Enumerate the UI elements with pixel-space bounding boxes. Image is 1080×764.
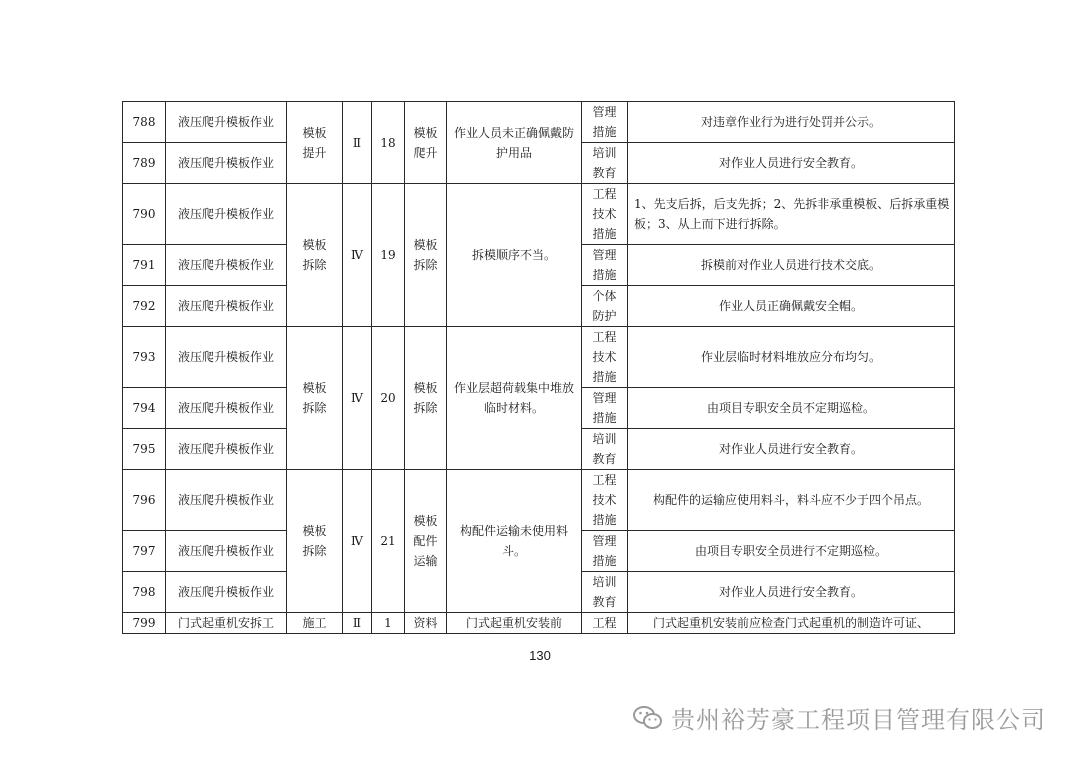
measure-type: 培训 教育 [582,429,628,470]
row-number: 796 [123,470,166,531]
work-type: 液压爬升模板作业 [166,286,287,327]
sequence-number: 20 [372,327,405,470]
work-item: 模板 配件 运输 [405,470,447,613]
work-type: 液压爬升模板作业 [166,470,287,531]
table-row [123,613,955,634]
table-row [123,102,955,143]
sequence-number: 21 [372,470,405,613]
hazard-description: 构配件运输未使用料斗。 [447,470,582,613]
control-measure: 由项目专职安全员进行不定期巡检。 [628,531,955,572]
wechat-icon [633,705,663,731]
hazard-description: 拆模顺序不当。 [447,184,582,327]
work-stage: 模板 拆除 [287,327,343,470]
risk-level: Ⅱ [343,613,372,634]
work-stage: 模板 拆除 [287,184,343,327]
risk-level: Ⅳ [343,184,372,327]
risk-level: Ⅳ [343,327,372,470]
control-measure: 对作业人员进行安全教育。 [628,429,955,470]
work-stage: 施工 [287,613,343,634]
work-item: 模板 爬升 [405,102,447,184]
table-row [123,184,955,245]
hazard-description: 作业人员未正确佩戴防护用品 [447,102,582,184]
measure-type: 工程 技术 措施 [582,184,628,245]
work-stage: 模板 拆除 [287,470,343,613]
control-measure: 由项目专职安全员不定期巡检。 [628,388,955,429]
table-row [123,470,955,531]
row-number: 790 [123,184,166,245]
work-item: 模板 拆除 [405,184,447,327]
row-number: 788 [123,102,166,143]
work-type: 门式起重机安拆工 [166,613,287,634]
control-measure: 门式起重机安装前应检查门式起重机的制造许可证、 [628,613,955,634]
work-type: 液压爬升模板作业 [166,102,287,143]
row-number: 789 [123,143,166,184]
page-number: 130 [529,648,551,663]
control-measure: 对作业人员进行安全教育。 [628,143,955,184]
work-item: 模板 拆除 [405,327,447,470]
measure-type: 管理 措施 [582,531,628,572]
table-row [123,327,955,388]
work-type: 液压爬升模板作业 [166,184,287,245]
risk-level: Ⅳ [343,470,372,613]
row-number: 797 [123,531,166,572]
control-measure: 构配件的运输应使用料斗，料斗应不少于四个吊点。 [628,470,955,531]
work-type: 液压爬升模板作业 [166,531,287,572]
measure-type: 培训 教育 [582,572,628,613]
sequence-number: 18 [372,102,405,184]
watermark-text: 贵州裕芳豪工程项目管理有限公司 [671,706,1046,734]
sequence-number: 19 [372,184,405,327]
hazard-description: 门式起重机安装前 [447,613,582,634]
work-type: 液压爬升模板作业 [166,245,287,286]
row-number: 792 [123,286,166,327]
sequence-number: 1 [372,613,405,634]
measure-type: 工程 技术 措施 [582,470,628,531]
measure-type: 管理 措施 [582,245,628,286]
work-item: 资料 [405,613,447,634]
work-type: 液压爬升模板作业 [166,388,287,429]
row-number: 798 [123,572,166,613]
measure-type: 工程 技术 措施 [582,327,628,388]
row-number: 794 [123,388,166,429]
control-measure: 作业层临时材料堆放应分布均匀。 [628,327,955,388]
control-measure: 对违章作业行为进行处罚并公示。 [628,102,955,143]
work-type: 液压爬升模板作业 [166,572,287,613]
hazard-measures-table [122,101,955,634]
measure-type: 管理 措施 [582,102,628,143]
row-number: 795 [123,429,166,470]
measure-type: 工程 [582,613,628,634]
work-stage: 模板 提升 [287,102,343,184]
work-type: 液压爬升模板作业 [166,429,287,470]
measure-type: 个体 防护 [582,286,628,327]
control-measure: 对作业人员进行安全教育。 [628,572,955,613]
work-type: 液压爬升模板作业 [166,143,287,184]
row-number: 799 [123,613,166,634]
hazard-description: 作业层超荷载集中堆放临时材料。 [447,327,582,470]
control-measure: 拆模前对作业人员进行技术交底。 [628,245,955,286]
control-measure: 作业人员正确佩戴安全帽。 [628,286,955,327]
row-number: 791 [123,245,166,286]
work-type: 液压爬升模板作业 [166,327,287,388]
row-number: 793 [123,327,166,388]
watermark [633,700,1046,735]
measure-type: 管理 措施 [582,388,628,429]
measure-type: 培训 教育 [582,143,628,184]
risk-level: Ⅱ [343,102,372,184]
control-measure: 1、先支后拆，后支先拆；2、先拆非承重模板、后拆承重模板；3、从上而下进行拆除。 [628,184,955,245]
